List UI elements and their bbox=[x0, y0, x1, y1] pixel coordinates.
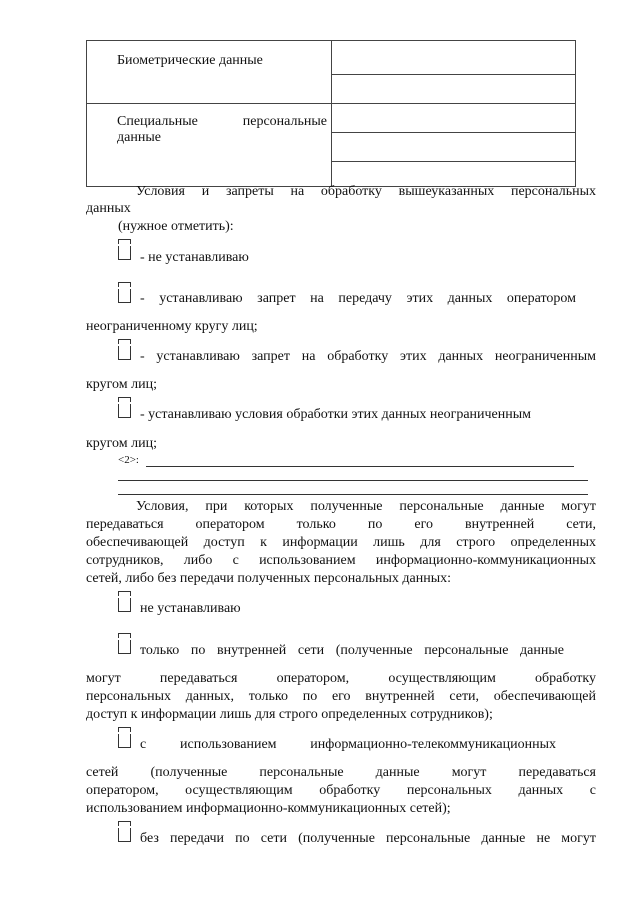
checkbox-network-none[interactable] bbox=[118, 591, 129, 609]
network-conditions-text: сотрудников, либо с использованием информационно-коммуникационных bbox=[86, 553, 596, 568]
network-conditions-intro: Условия, при которых полученные персональные данные могут bbox=[136, 499, 596, 514]
table-row bbox=[87, 104, 576, 187]
row-label-cell bbox=[87, 41, 332, 104]
option-label-cont: сетей (полученные персональные данные могут передаваться bbox=[86, 765, 596, 780]
option-label: не устанавливаю bbox=[140, 601, 241, 616]
checkbox-internal-network[interactable] bbox=[118, 633, 129, 651]
value-line[interactable] bbox=[332, 75, 575, 103]
option-label: без передачи по сети (полученные персональные данные не могут bbox=[140, 831, 596, 846]
value-line[interactable] bbox=[332, 104, 575, 133]
option-label-cont: могут передаваться оператором, осуществляющим обработку bbox=[86, 671, 596, 686]
option-label: только по внутренней сети (полученные персональные данные bbox=[140, 643, 564, 658]
option-label-cont: неограниченному кругу лиц; bbox=[86, 319, 258, 334]
value-line[interactable] bbox=[332, 133, 575, 162]
option-label: - не устанавливаю bbox=[140, 250, 249, 265]
value-line[interactable] bbox=[332, 162, 575, 186]
checkbox-telecom-network[interactable] bbox=[118, 727, 129, 745]
row-value-cell bbox=[332, 104, 576, 187]
checkbox-set-conditions[interactable] bbox=[118, 397, 129, 415]
fill-line[interactable] bbox=[118, 494, 588, 495]
value-line[interactable] bbox=[332, 41, 575, 75]
network-conditions-text: сетей, либо без передачи полученных персональных данных: bbox=[86, 571, 451, 586]
fill-line[interactable] bbox=[118, 480, 588, 481]
option-label-cont: доступ к информации лишь для строго определенных сотрудников); bbox=[86, 707, 493, 722]
footnote-marker: <2>: bbox=[118, 454, 139, 466]
conditions-intro-cont: данных bbox=[86, 201, 131, 216]
checkbox-ban-processing[interactable] bbox=[118, 339, 129, 357]
row-label-cell bbox=[87, 104, 332, 187]
option-label-cont: кругом лиц; bbox=[86, 377, 157, 392]
special-label: Специальные персональные bbox=[117, 114, 327, 129]
conditions-intro: Условия и запреты на обработку вышеуказанных персональных bbox=[136, 184, 596, 199]
option-label-cont: кругом лиц; bbox=[86, 436, 157, 451]
option-label: - устанавливаю запрет на обработку этих данных неограниченным bbox=[140, 349, 596, 364]
network-conditions-text: обеспечивающей доступ к информации лишь для строго определенных bbox=[86, 535, 596, 550]
fill-line[interactable] bbox=[146, 466, 574, 467]
option-label-cont: использованием информационно-коммуникационных сетей); bbox=[86, 801, 451, 816]
option-label: с использованием информационно-телекоммуникационных bbox=[140, 737, 556, 752]
option-label-cont: персональных данных, только по его внутренней сети, обеспечивающей bbox=[86, 689, 596, 704]
option-label: - устанавливаю запрет на передачу этих данных оператором bbox=[140, 291, 576, 306]
option-label: - устанавливаю условия обработки этих данных неограниченным bbox=[140, 407, 532, 422]
biometric-label: Биометрические данные bbox=[117, 53, 263, 68]
special-label-cont: данные bbox=[117, 130, 161, 145]
checkbox-ban-transfer[interactable] bbox=[118, 282, 129, 300]
option-label-cont: оператором, осуществляющим обработку персональных данных с bbox=[86, 783, 596, 798]
network-conditions-text: передаваться оператором только по его внутренней сети, bbox=[86, 517, 596, 532]
mark-note: (нужное отметить): bbox=[118, 219, 234, 234]
table-row bbox=[87, 41, 576, 104]
personal-data-table bbox=[86, 40, 576, 187]
row-value-cell bbox=[332, 41, 576, 104]
checkbox-no-network[interactable] bbox=[118, 821, 129, 839]
checkbox-no-conditions[interactable] bbox=[118, 239, 129, 257]
